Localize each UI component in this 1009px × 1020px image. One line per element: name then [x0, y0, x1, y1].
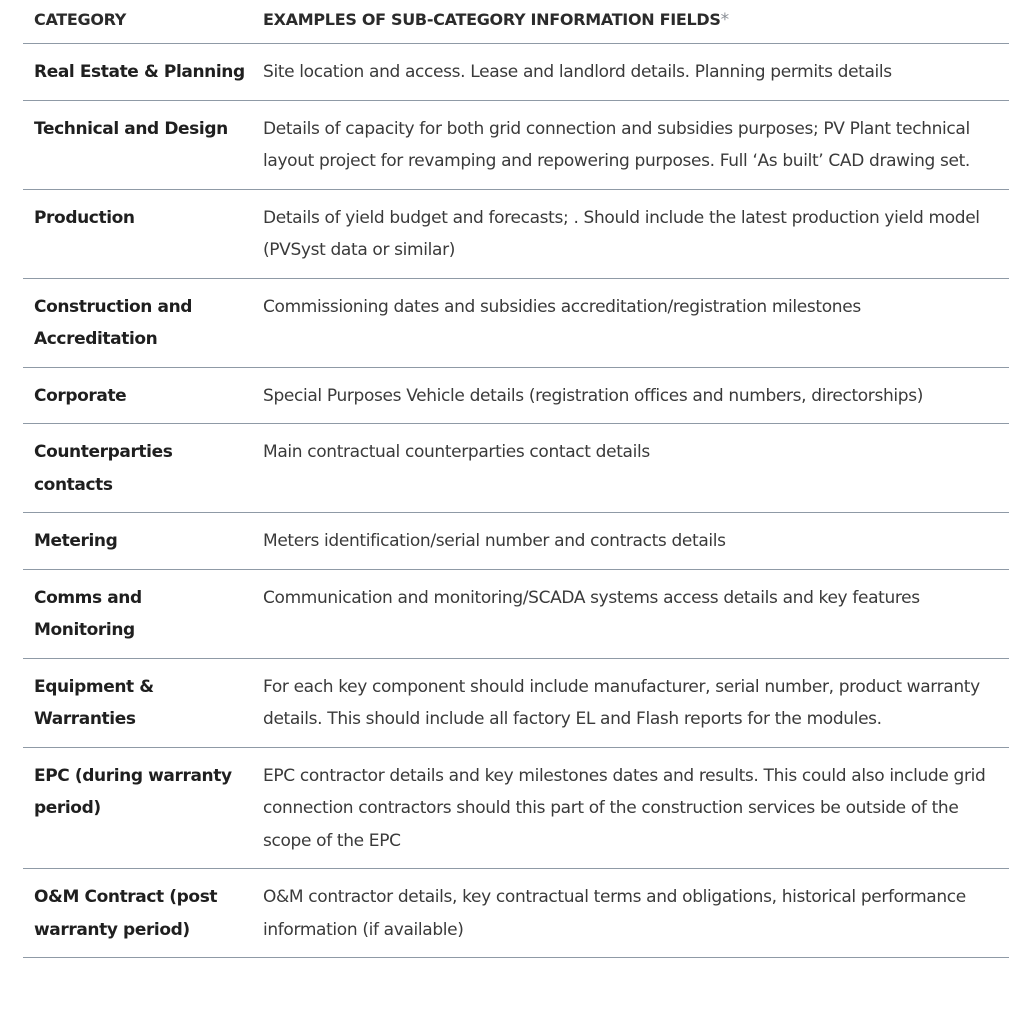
- description-cell: Details of yield budget and forecasts; . Should include the latest production yield model (PVSyst data or similar): [252, 189, 1009, 278]
- table-row: [23, 189, 1009, 278]
- category-cell: Metering: [23, 513, 252, 570]
- table-row: [23, 513, 1009, 570]
- description-cell: Site location and access. Lease and landlord details. Planning permits details: [252, 44, 1009, 101]
- category-cell: Counterparties contacts: [23, 424, 252, 513]
- header-row: [23, 0, 1009, 44]
- table-row: [23, 367, 1009, 424]
- information-fields-table: [23, 0, 1009, 958]
- description-cell: Meters identification/serial number and contracts details: [252, 513, 1009, 570]
- table-row: [23, 100, 1009, 189]
- table-header: [23, 0, 1009, 44]
- table-row: [23, 569, 1009, 658]
- header-category: [23, 0, 252, 44]
- table-row: [23, 44, 1009, 101]
- description-cell: EPC contractor details and key milestones dates and results. This could also include grid connection contractors should this part of the construction services be outside of the scope of the EPC: [252, 747, 1009, 869]
- category-cell: Real Estate & Planning: [23, 44, 252, 101]
- category-cell: Comms and Monitoring: [23, 569, 252, 658]
- description-cell: Details of capacity for both grid connection and subsidies purposes; PV Plant technical layout project for revamping and repowering purposes. Full ‘As built’ CAD drawing set.: [252, 100, 1009, 189]
- table-row: [23, 424, 1009, 513]
- header-examples: [252, 0, 1009, 44]
- description-cell: Main contractual counterparties contact details: [252, 424, 1009, 513]
- description-cell: Special Purposes Vehicle details (registration offices and numbers, directorships): [252, 367, 1009, 424]
- category-cell: EPC (during warranty period): [23, 747, 252, 869]
- information-fields-table-container: [23, 0, 1009, 958]
- header-category-label: CATEGORY: [34, 10, 127, 29]
- description-cell: O&M contractor details, key contractual terms and obligations, historical performance information (if available): [252, 869, 1009, 958]
- description-cell: Commissioning dates and subsidies accreditation/registration milestones: [252, 278, 1009, 367]
- table-row: [23, 278, 1009, 367]
- table-row: [23, 869, 1009, 958]
- category-cell: O&M Contract (post warranty period): [23, 869, 252, 958]
- table-body: [23, 44, 1009, 958]
- category-cell: Corporate: [23, 367, 252, 424]
- category-cell: Equipment & Warranties: [23, 658, 252, 747]
- table-row: [23, 747, 1009, 869]
- footnote-asterisk: *: [720, 10, 729, 30]
- table-row: [23, 658, 1009, 747]
- description-cell: Communication and monitoring/SCADA systems access details and key features: [252, 569, 1009, 658]
- category-cell: Production: [23, 189, 252, 278]
- category-cell: Construction and Accreditation: [23, 278, 252, 367]
- header-examples-label: EXAMPLES OF SUB-CATEGORY INFORMATION FIELDS: [263, 10, 721, 29]
- category-cell: Technical and Design: [23, 100, 252, 189]
- description-cell: For each key component should include manufacturer, serial number, product warranty details. This should include all factory EL and Flash reports for the modules.: [252, 658, 1009, 747]
